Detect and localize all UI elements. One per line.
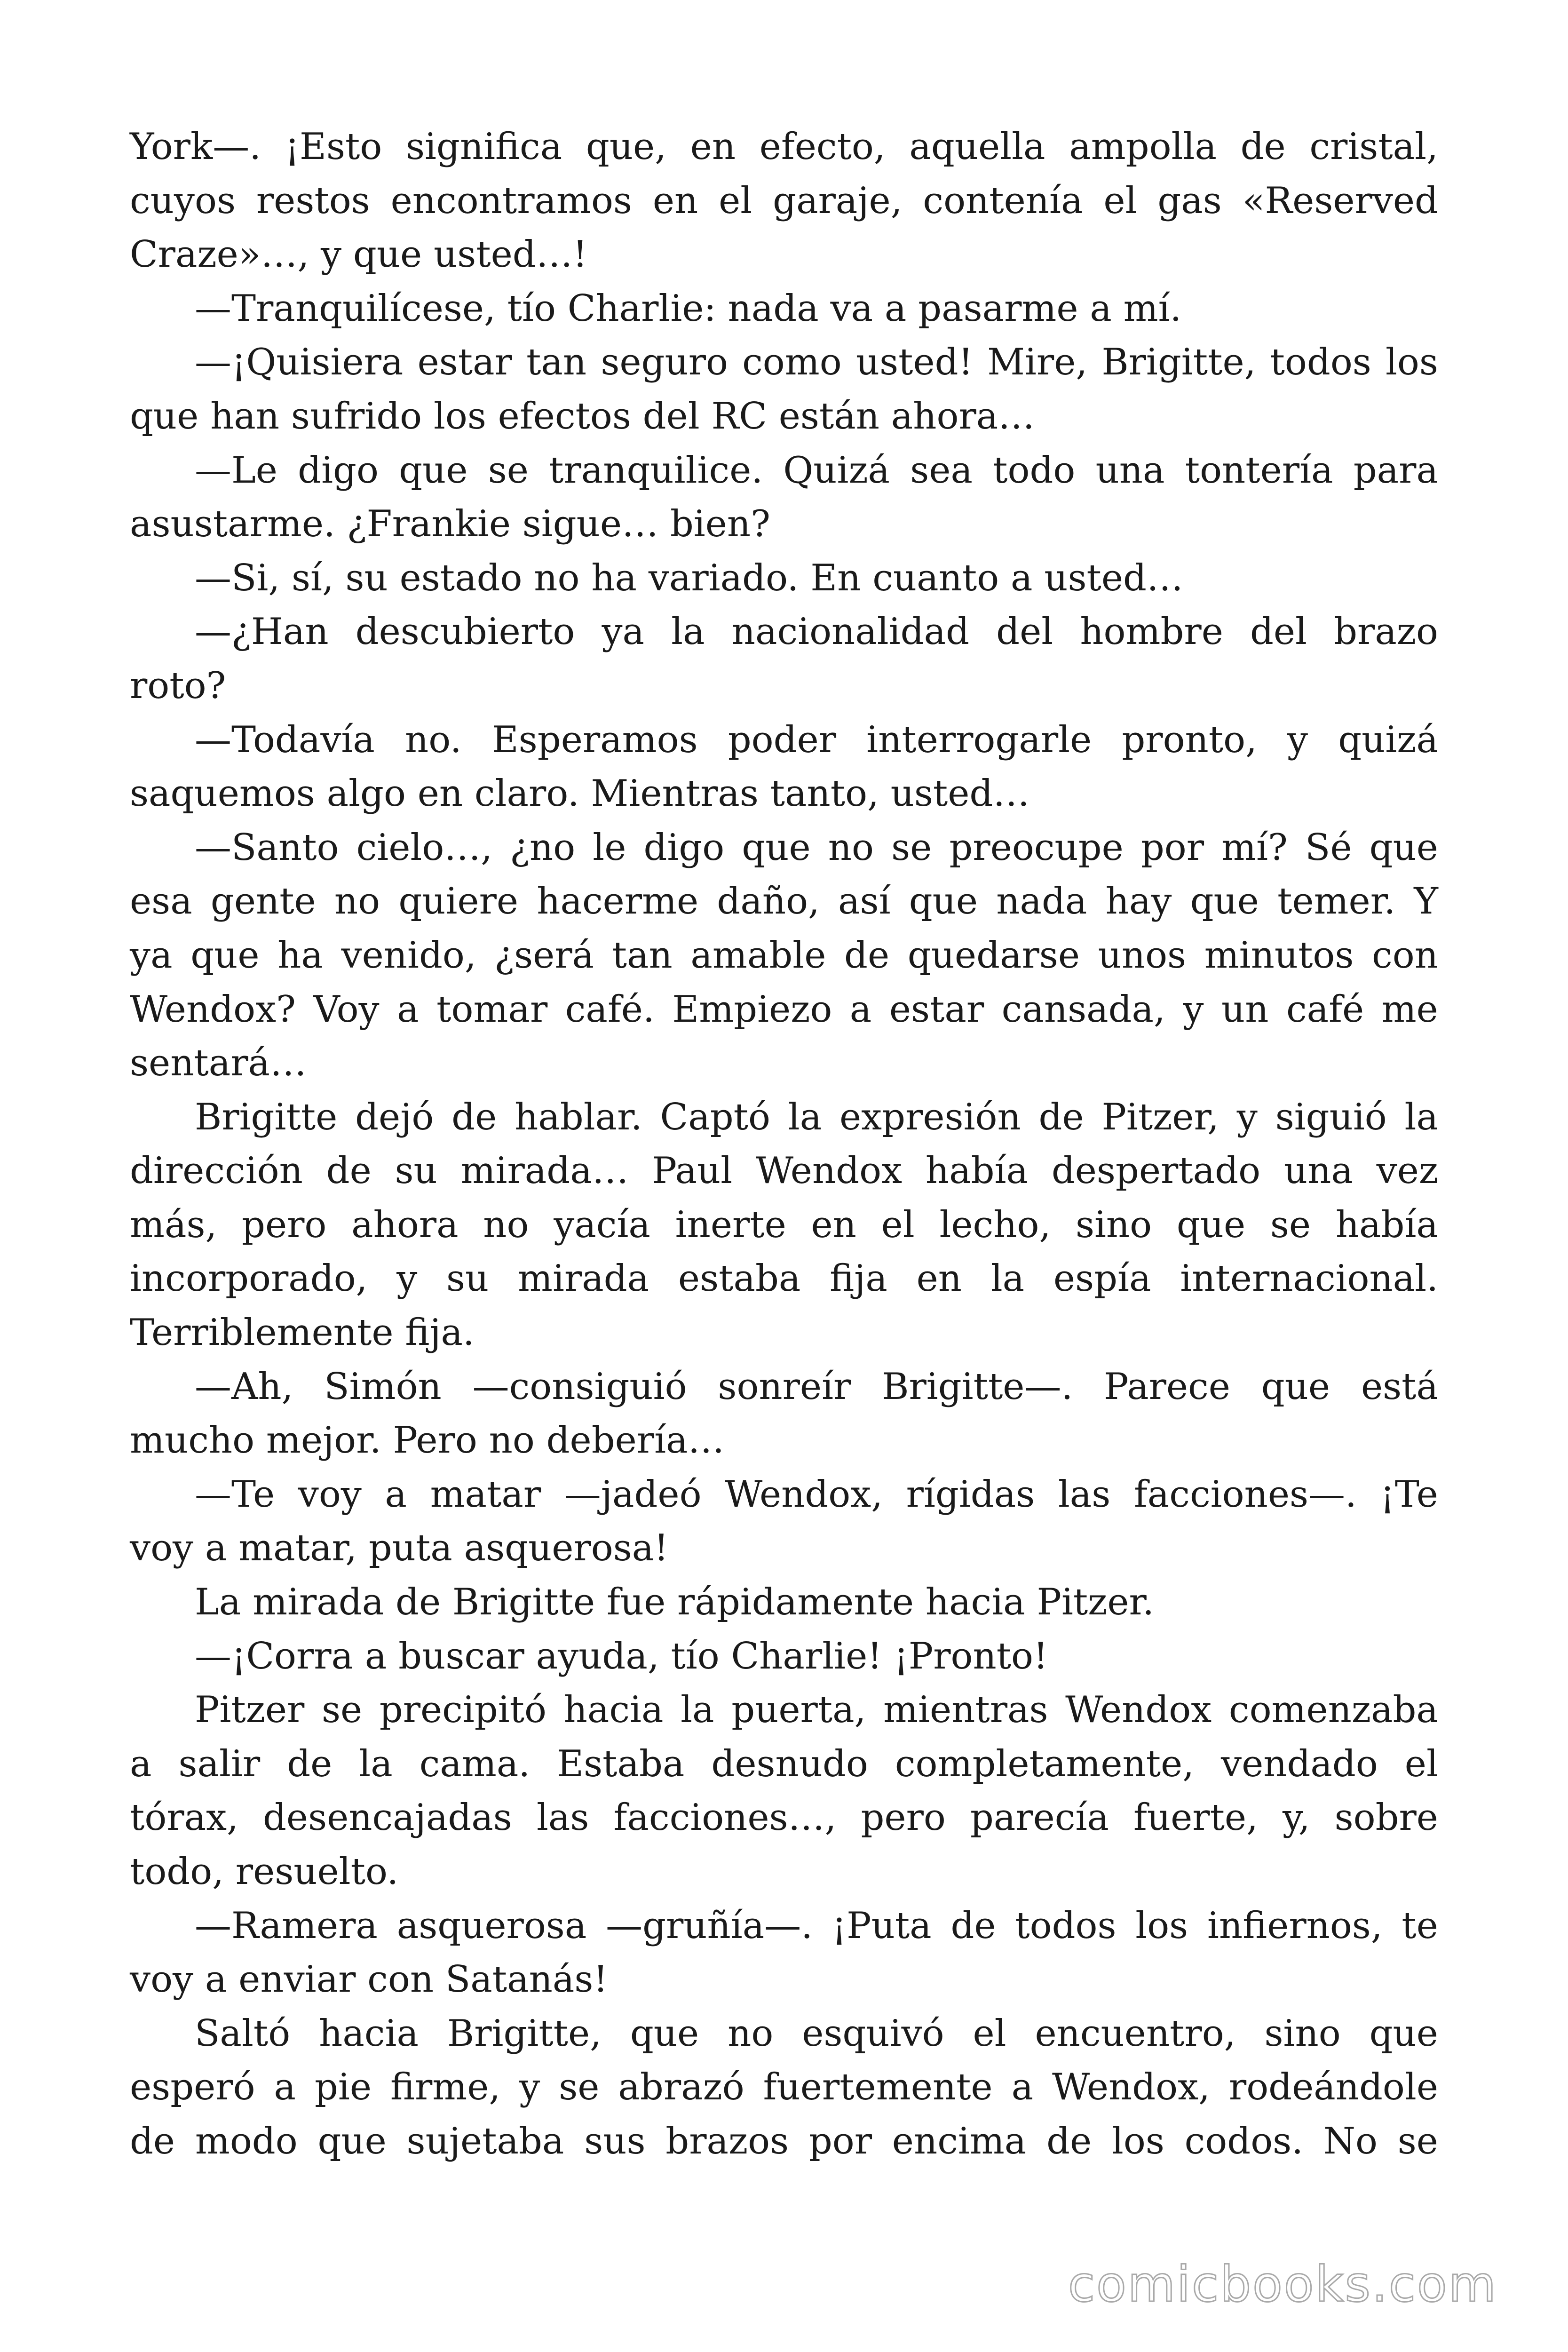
word: los: [1385, 341, 1438, 384]
word: Parece: [1104, 1365, 1230, 1408]
word: «Reserved: [1242, 179, 1438, 222]
word: —Te: [195, 1473, 275, 1516]
word: que: [1176, 1203, 1246, 1246]
word: quedarse: [907, 934, 1080, 977]
word: por: [1140, 826, 1204, 869]
word: Pitzer,: [1101, 1096, 1219, 1138]
word: la: [681, 1689, 714, 1732]
word: hablar.: [515, 1096, 642, 1138]
word: Simón: [324, 1365, 442, 1408]
word: —Le: [195, 449, 277, 492]
text-line: [130, 929, 1438, 983]
text-line: [130, 2007, 1438, 2061]
word: voy: [298, 1473, 362, 1516]
word: encima: [892, 2120, 1027, 2162]
word: Wendox: [1065, 1689, 1212, 1732]
word: en: [652, 179, 698, 222]
word: así: [838, 880, 891, 923]
line-text: Craze»…, y que usted…!: [130, 233, 588, 276]
text-line: [130, 1198, 1438, 1252]
text-line: [130, 1845, 1438, 1899]
word: espía: [1053, 1257, 1151, 1300]
word: tranquilice.: [549, 449, 763, 492]
word: el: [973, 2012, 1006, 2055]
word: esquivó: [802, 2012, 944, 2055]
word: Voy: [313, 988, 380, 1031]
word: significa: [405, 126, 562, 168]
word: esa: [130, 880, 192, 923]
word: comenzaba: [1228, 1689, 1438, 1732]
word: —jadeó: [564, 1473, 702, 1516]
word: a: [130, 1742, 152, 1785]
word: Saltó: [195, 2012, 291, 2055]
word: de: [451, 1096, 497, 1138]
word: vez: [1376, 1150, 1438, 1192]
word: hacia: [319, 2012, 419, 2055]
word: completamente,: [895, 1742, 1195, 1785]
word: brazo: [1334, 611, 1438, 653]
line-text: roto?: [130, 664, 226, 707]
text-line: [130, 713, 1438, 767]
word: hacia: [563, 1689, 664, 1732]
word: estar: [417, 341, 512, 384]
text-line: [130, 1899, 1438, 1953]
word: inerte: [675, 1203, 786, 1246]
word: me: [1381, 988, 1438, 1031]
word: dejó: [355, 1096, 434, 1138]
word: se: [321, 1689, 363, 1732]
word: las: [536, 1796, 589, 1839]
text-line: [130, 874, 1438, 929]
word: desnudo: [711, 1742, 868, 1785]
word: interrogarle: [866, 718, 1092, 761]
word: como: [742, 341, 842, 384]
word: contenía: [923, 179, 1083, 222]
line-text: sentará…: [130, 1042, 307, 1085]
word: cuyos: [130, 179, 236, 222]
word: de: [130, 2120, 175, 2162]
word: más,: [130, 1203, 217, 1246]
word: y: [1287, 718, 1308, 761]
word: que: [1369, 826, 1438, 869]
word: se: [488, 449, 529, 492]
word: precipitó: [379, 1689, 546, 1732]
word: —¡Quisiera: [195, 341, 404, 384]
word: no: [728, 2012, 774, 2055]
word: Esperamos: [491, 718, 698, 761]
word: una: [1095, 449, 1165, 492]
word: ahora: [351, 1203, 459, 1246]
word: yacía: [554, 1203, 650, 1246]
word: no.: [405, 718, 462, 761]
word: encuentro,: [1035, 2012, 1236, 2055]
word: expresión: [839, 1096, 1021, 1138]
word: la: [1404, 1096, 1438, 1138]
word: que: [742, 826, 811, 869]
text-line: [130, 389, 1438, 444]
text-line: [130, 282, 1438, 336]
word: Empiezo: [672, 988, 832, 1031]
word: fija: [830, 1257, 887, 1300]
word: estaba: [678, 1257, 801, 1300]
word: gas: [1157, 179, 1222, 222]
word: sea: [910, 449, 973, 492]
text-line: [130, 174, 1438, 228]
word: a: [274, 2066, 296, 2109]
word: por: [808, 2120, 872, 2162]
word: y: [519, 2066, 540, 2109]
word: pero: [861, 1796, 946, 1839]
line-text: que han sufrido los efectos del RC están ahora…: [130, 395, 1035, 437]
word: y: [396, 1257, 418, 1300]
text-line: [130, 767, 1438, 821]
word: una: [1283, 1150, 1353, 1192]
word: No: [1323, 2120, 1378, 2162]
word: sino: [1264, 2012, 1341, 2055]
word: restos: [256, 179, 370, 222]
word: daño,: [717, 880, 820, 923]
word: Sé: [1305, 826, 1352, 869]
word: había: [925, 1150, 1029, 1192]
word: codos.: [1184, 2120, 1303, 2162]
word: y: [1183, 988, 1204, 1031]
text-line: [130, 605, 1438, 659]
word: cielo…,: [356, 826, 493, 869]
word: hay: [1105, 880, 1172, 923]
word: el: [1103, 179, 1137, 222]
line-text: saquemos algo en claro. Mientras tanto, usted…: [130, 772, 1030, 815]
body-text: [130, 120, 1438, 2169]
word: se: [1397, 2120, 1438, 2162]
word: que: [1261, 1365, 1330, 1408]
word: garaje,: [773, 179, 903, 222]
line-text: todo, resuelto.: [130, 1851, 399, 1893]
text-line: [130, 1468, 1438, 1522]
word: de: [326, 1150, 372, 1192]
word: incorporado,: [130, 1257, 368, 1300]
word: tórax,: [130, 1796, 238, 1839]
line-text: —Si, sí, su estado no ha variado. En cuanto a usted…: [195, 556, 1183, 599]
word: descubierto: [355, 611, 575, 653]
word: en: [916, 1257, 962, 1300]
word: Estaba: [557, 1742, 685, 1785]
word: la: [359, 1742, 393, 1785]
text-line: [130, 1953, 1438, 2007]
word: Wendox,: [725, 1473, 883, 1516]
word: y,: [1282, 1796, 1310, 1839]
word: de: [844, 934, 890, 977]
word: encontramos: [390, 179, 632, 222]
word: Mire,: [987, 341, 1088, 384]
word: minutos: [1204, 934, 1354, 977]
word: el: [1404, 1742, 1438, 1785]
line-text: Terriblemente fija.: [130, 1311, 475, 1354]
word: despertado: [1051, 1150, 1261, 1192]
word: para: [1353, 449, 1438, 492]
word: rígidas: [906, 1473, 1035, 1516]
word: Quizá: [783, 449, 890, 492]
text-line: [130, 2060, 1438, 2114]
word: ¡Esto: [285, 126, 382, 168]
text-line: [130, 1629, 1438, 1684]
word: ya: [130, 934, 173, 977]
word: —¿Han: [195, 611, 329, 653]
text-line: [130, 1360, 1438, 1414]
word: todos: [1015, 1904, 1117, 1947]
word: efecto,: [759, 126, 886, 168]
word: sobre: [1334, 1796, 1438, 1839]
word: seguro: [601, 341, 728, 384]
text-line: [130, 1144, 1438, 1198]
word: que: [630, 2012, 699, 2055]
word: pie: [314, 2066, 372, 2109]
word: Wendox?: [130, 988, 296, 1031]
word: Brigitte: [195, 1096, 338, 1138]
text-line: [130, 1521, 1438, 1575]
word: pero: [242, 1203, 327, 1246]
word: salir: [178, 1742, 261, 1785]
watermark: comicbooks.com: [1068, 2256, 1497, 2313]
word: tomar: [436, 988, 548, 1031]
word: que: [1190, 880, 1259, 923]
word: mí?: [1221, 826, 1288, 869]
word: a: [397, 988, 419, 1031]
word: ha: [277, 934, 323, 977]
word: del: [1250, 611, 1307, 653]
word: Brigitte—.: [882, 1365, 1073, 1408]
word: rodeándole: [1228, 2066, 1438, 2109]
word: Captó: [660, 1096, 770, 1138]
word: en: [811, 1203, 856, 1246]
word: —Todavía: [195, 718, 375, 761]
word: ya: [602, 611, 645, 653]
word: asquerosa: [396, 1904, 587, 1947]
word: —Ramera: [195, 1904, 378, 1947]
word: con: [1372, 934, 1438, 977]
word: parecía: [970, 1796, 1109, 1839]
word: firme,: [390, 2066, 501, 2109]
word: nacionalidad: [731, 611, 970, 653]
text-line: [130, 1414, 1438, 1468]
word: internacional.: [1180, 1257, 1438, 1300]
word: había: [1335, 1203, 1438, 1246]
word: a: [1011, 2066, 1034, 2109]
word: poder: [728, 718, 837, 761]
word: de: [1046, 2120, 1092, 2162]
word: los: [1135, 1904, 1188, 1947]
word: la: [788, 1096, 822, 1138]
word: ¿será: [494, 934, 594, 977]
line-text: mucho mejor. Pero no debería…: [130, 1419, 725, 1462]
text-line: [130, 120, 1438, 174]
word: no: [483, 1203, 529, 1246]
word: —Santo: [195, 826, 339, 869]
word: Y: [1414, 880, 1438, 923]
word: su: [446, 1257, 489, 1300]
word: amable: [690, 934, 826, 977]
word: sino: [1075, 1203, 1152, 1246]
text-line: [130, 1252, 1438, 1306]
word: abrazó: [618, 2066, 744, 2109]
word: sonreír: [718, 1365, 851, 1408]
word: tontería: [1185, 449, 1333, 492]
text-line: [130, 228, 1438, 282]
word: todo: [993, 449, 1076, 492]
word: ¿no: [510, 826, 576, 869]
word: todos: [1270, 341, 1371, 384]
text-line: [130, 1737, 1438, 1791]
word: que: [317, 2120, 387, 2162]
word: la: [671, 611, 705, 653]
word: preocupe: [949, 826, 1124, 869]
text-line: [130, 1575, 1438, 1629]
line-text: —Tranquilícese, tío Charlie: nada va a pasarme a mí.: [195, 287, 1182, 330]
word: café: [1286, 988, 1364, 1031]
word: fuertemente: [763, 2066, 993, 2109]
word: tan: [612, 934, 673, 977]
word: lecho,: [939, 1203, 1051, 1246]
word: York—.: [130, 126, 261, 168]
word: en: [690, 126, 736, 168]
word: mirada…: [460, 1150, 629, 1192]
text-line: [130, 659, 1438, 713]
word: ampolla: [1069, 126, 1217, 168]
word: digo: [643, 826, 725, 869]
word: quiere: [398, 880, 519, 923]
word: facciones…,: [613, 1796, 837, 1839]
text-line: [130, 821, 1438, 875]
word: modo: [195, 2120, 298, 2162]
word: a: [849, 988, 872, 1031]
word: mirada: [518, 1257, 649, 1300]
word: brazos: [665, 2120, 789, 2162]
word: gente: [210, 880, 316, 923]
word: matar: [430, 1473, 541, 1516]
word: facciones—.: [1133, 1473, 1357, 1516]
word: nada: [996, 880, 1087, 923]
word: Brigitte,: [447, 2012, 602, 2055]
text-line: [130, 1683, 1438, 1737]
word: usted!: [855, 341, 973, 384]
word: te: [1402, 1904, 1438, 1947]
word: las: [1058, 1473, 1111, 1516]
word: se: [1270, 1203, 1311, 1246]
text-line: [130, 983, 1438, 1037]
word: Paul: [652, 1150, 733, 1192]
word: se: [559, 2066, 600, 2109]
word: le: [593, 826, 626, 869]
word: de: [287, 1742, 333, 1785]
word: café.: [565, 988, 655, 1031]
word: el: [719, 179, 752, 222]
text-line: [130, 2114, 1438, 2169]
line-text: voy a matar, puta asquerosa!: [130, 1527, 669, 1570]
word: de: [1240, 126, 1286, 168]
word: cama.: [419, 1742, 531, 1785]
word: venido,: [341, 934, 476, 977]
word: siguió: [1275, 1096, 1387, 1138]
word: estar: [889, 988, 984, 1031]
word: la: [990, 1257, 1025, 1300]
word: su: [395, 1150, 437, 1192]
word: —gruñía—.: [606, 1904, 813, 1947]
word: esperó: [130, 2066, 255, 2109]
word: Wendox: [756, 1150, 903, 1192]
word: hacerme: [537, 880, 699, 923]
word: aquella: [909, 126, 1045, 168]
word: de: [950, 1904, 996, 1947]
word: hombre: [1080, 611, 1223, 653]
line-text: voy a enviar con Satanás!: [130, 1958, 608, 2001]
line-text: asustarme. ¿Frankie sigue… bien?: [130, 503, 770, 546]
word: un: [1221, 988, 1269, 1031]
word: tan: [526, 341, 587, 384]
word: que: [1369, 2012, 1438, 2055]
word: el: [881, 1203, 915, 1246]
word: cristal,: [1309, 126, 1438, 168]
word: no: [828, 826, 874, 869]
word: dirección: [130, 1150, 303, 1192]
word: cansada,: [1001, 988, 1165, 1031]
word: que: [190, 934, 260, 977]
text-line: [130, 1306, 1438, 1360]
word: y: [1236, 1096, 1258, 1138]
word: no: [334, 880, 380, 923]
word: del: [996, 611, 1053, 653]
word: sujetaba: [406, 2120, 564, 2162]
text-line: [130, 1090, 1438, 1144]
line-text: La mirada de Brigitte fue rápidamente hacia Pitzer.: [195, 1581, 1154, 1624]
word: de: [1038, 1096, 1084, 1138]
word: los: [1111, 2120, 1164, 2162]
word: digo: [298, 449, 379, 492]
word: mientras: [883, 1689, 1048, 1732]
text-line: [130, 335, 1438, 389]
word: ¡Puta: [832, 1904, 932, 1947]
word: fuerte,: [1133, 1796, 1258, 1839]
line-text: —¡Corra a buscar ayuda, tío Charlie! ¡Pronto!: [195, 1635, 1048, 1677]
word: Pitzer: [195, 1689, 305, 1732]
text-line: [130, 444, 1438, 498]
word: puerta,: [731, 1689, 866, 1732]
word: ¡Te: [1380, 1473, 1438, 1516]
text-line: [130, 1791, 1438, 1845]
word: Wendox,: [1052, 2066, 1210, 2109]
text-line: [130, 1036, 1438, 1090]
word: quizá: [1338, 718, 1438, 761]
word: vendado: [1221, 1742, 1378, 1785]
word: a: [385, 1473, 407, 1516]
word: que,: [586, 126, 667, 168]
word: —Ah,: [195, 1365, 293, 1408]
word: Brigitte,: [1101, 341, 1256, 384]
text-line: [130, 497, 1438, 551]
word: se: [891, 826, 932, 869]
word: pronto,: [1122, 718, 1257, 761]
word: desencajadas: [262, 1796, 512, 1839]
word: —consiguió: [472, 1365, 687, 1408]
word: sus: [584, 2120, 646, 2162]
text-line: [130, 551, 1438, 605]
word: unos: [1098, 934, 1187, 977]
word: temer.: [1277, 880, 1396, 923]
word: está: [1361, 1365, 1438, 1408]
word: infiernos,: [1207, 1904, 1383, 1947]
word: que: [909, 880, 978, 923]
word: que: [399, 449, 468, 492]
